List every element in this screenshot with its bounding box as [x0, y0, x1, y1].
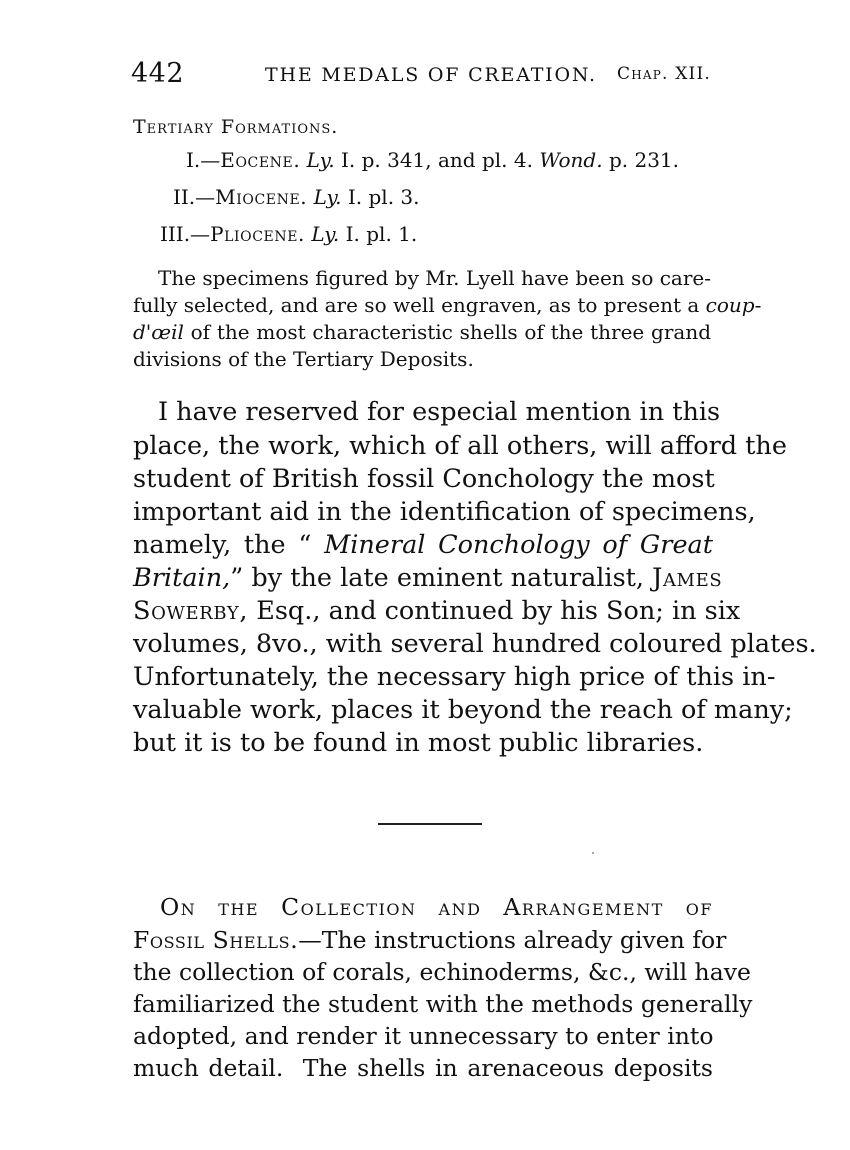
ref-author: Wond.	[539, 148, 603, 172]
note-line: divisions of the Tertiary Deposits.	[133, 347, 474, 371]
section-line: familiarized the student with the methods generally	[133, 990, 753, 1018]
formation-name: Pliocene.	[210, 222, 305, 246]
formation-name: Eocene.	[220, 148, 301, 172]
list-item	[173, 185, 419, 209]
note-italic: coup-	[705, 293, 762, 317]
book-title-italic: Mineral Conchology of Great	[324, 530, 713, 560]
paragraph-line: Sowerby, Esq., and continued by his Son; in six	[133, 596, 741, 626]
note-line: fully selected, and are so well engraven, as to present a coup-	[133, 293, 762, 317]
paragraph-line: I have reserved for especial mention in this	[158, 397, 721, 427]
note-line: d'œil of the most characteristic shells of the three grand	[133, 320, 711, 344]
section-divider	[378, 823, 482, 825]
section-heading: On the Collection and Arrangement of	[160, 893, 713, 921]
section-line: much detail. The shells in arenaceous deposits	[133, 1054, 713, 1082]
ref-author: Ly.	[313, 185, 342, 209]
author-name: James	[652, 563, 723, 593]
paragraph-line: student of British fossil Conchology the most	[133, 464, 715, 494]
page-number: 442	[131, 58, 185, 89]
note-line: The specimens figured by Mr. Lyell have been so care-	[158, 266, 711, 290]
paragraph-line: namely, the “ Mineral Conchology of Great	[133, 530, 713, 560]
ref-author: Ly.	[306, 148, 335, 172]
paragraph-line: Unfortunately, the necessary high price of this in-	[133, 662, 776, 692]
ref-detail: I. pl. 1.	[339, 222, 418, 246]
paragraph-line: but it is to be found in most public libraries.	[133, 728, 704, 758]
list-item	[160, 222, 417, 246]
section-heading: Fossil Shells.	[133, 926, 299, 954]
paragraph-line: volumes, 8vo., with several hundred coloured plates.	[133, 629, 817, 659]
print-speck	[592, 852, 594, 854]
book-title-italic: Britain,	[133, 563, 231, 593]
paragraph-line: important aid in the identification of specimens,	[133, 497, 756, 527]
running-title: THE MEDALS OF CREATION.	[265, 64, 597, 86]
section-line: Fossil Shells.—The instructions already given for	[133, 926, 727, 954]
list-numeral: II.—	[173, 185, 216, 209]
ref-detail: I. p. 341, and pl. 4.	[334, 148, 540, 172]
chapter-label: Chap. XII.	[617, 64, 711, 84]
tertiary-heading: Tertiary Formations.	[133, 116, 339, 138]
ref-author: Ly.	[311, 222, 340, 246]
section-line: the collection of corals, echinoderms, &c., will have	[133, 958, 751, 986]
paragraph-line: Britain,” by the late eminent naturalist, James	[133, 563, 723, 593]
list-item	[186, 148, 679, 172]
paragraph-line: valuable work, places it beyond the reach of many;	[133, 695, 793, 725]
ref-detail: p. 231.	[602, 148, 679, 172]
note-italic: d'œil	[133, 320, 184, 344]
author-name: Sowerby,	[133, 596, 249, 626]
section-line: adopted, and render it unnecessary to enter into	[133, 1022, 714, 1050]
formation-name: Miocene.	[215, 185, 308, 209]
list-numeral: III.—	[160, 222, 211, 246]
ref-detail: I. pl. 3.	[341, 185, 420, 209]
list-numeral: I.—	[186, 148, 221, 172]
paragraph-line: place, the work, which of all others, will afford the	[133, 431, 787, 461]
